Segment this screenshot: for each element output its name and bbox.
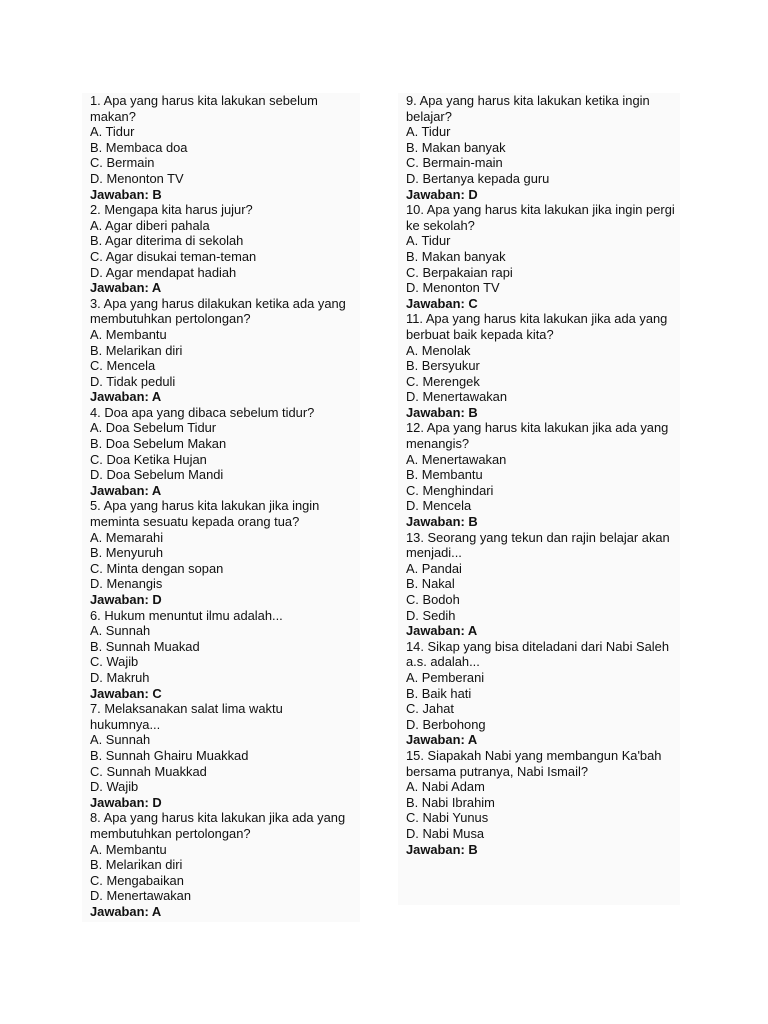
question-block <box>406 530 676 639</box>
answer-option: C. Agar disukai teman-teman <box>90 248 257 264</box>
answer-key: Jawaban: B <box>406 514 478 530</box>
answer-option: B. Sunnah Ghairu Muakkad <box>90 747 249 763</box>
answer-key: Jawaban: C <box>406 295 478 311</box>
answer-option: C. Bermain-main <box>406 155 503 171</box>
answer-key: Jawaban: A <box>406 732 478 748</box>
question-block <box>406 202 676 311</box>
answer-option: C. Minta dengan sopan <box>90 560 224 576</box>
question-text: 13. Seorang yang tekun dan rajin belajar akan menjadi... <box>406 529 670 561</box>
answer-option: B. Makan banyak <box>406 139 506 155</box>
question-text: 11. Apa yang harus kita lakukan jika ada yang berbuat baik kepada kita? <box>406 311 668 342</box>
answer-option: D. Menertawakan <box>406 389 508 405</box>
answer-option: C. Berpakaian rapi <box>406 264 513 280</box>
answer-option: A. Pandai <box>406 560 462 576</box>
answer-option: D. Menangis <box>90 576 163 592</box>
answer-option: C. Nabi Yunus <box>406 810 489 826</box>
answer-option: D. Nabi Musa <box>406 825 485 841</box>
answer-option: B. Bersyukur <box>406 358 480 374</box>
answer-option: D. Berbohong <box>406 716 486 732</box>
answer-option: D. Makruh <box>90 669 150 685</box>
question-block <box>406 420 676 529</box>
question-text: 14. Sikap yang bisa diteladani dari Nabi Saleh a.s. adalah... <box>406 638 669 670</box>
answer-option: B. Melarikan diri <box>90 342 183 358</box>
answer-option: B. Baik hati <box>406 685 472 701</box>
answer-key: Jawaban: D <box>90 592 162 607</box>
answer-key: Jawaban: A <box>406 623 478 639</box>
answer-option: A. Membantu <box>90 326 167 342</box>
question-text: 6. Hukum menuntut ilmu adalah... <box>90 607 283 623</box>
answer-option: B. Agar diterima di sekolah <box>90 233 244 249</box>
answer-option: C. Doa Ketika Hujan <box>90 451 207 467</box>
question-text: 15. Siapakah Nabi yang membangun Ka'bah bersama putranya, Nabi Ismail? <box>406 747 662 779</box>
answer-option: D. Menonton TV <box>90 170 184 186</box>
right-column-content <box>406 93 676 857</box>
question-block <box>90 296 356 405</box>
answer-option: A. Menertawakan <box>406 451 507 467</box>
answer-option: D. Mencela <box>406 498 472 514</box>
answer-option: B. Melarikan diri <box>90 857 183 873</box>
answer-option: C. Bermain <box>90 155 155 171</box>
answer-key: Jawaban: B <box>90 186 162 202</box>
answer-option: B. Membaca doa <box>90 139 188 155</box>
answer-key: Jawaban: A <box>90 280 162 296</box>
question-block <box>90 202 356 296</box>
answer-option: B. Nakal <box>406 576 455 592</box>
answer-option: D. Sedih <box>406 607 456 623</box>
answer-key: Jawaban: A <box>90 482 162 498</box>
answer-key: Jawaban: A <box>90 389 162 405</box>
answer-option: B. Sunnah Muakad <box>90 638 200 654</box>
question-text: 2. Mengapa kita harus jujur? <box>90 202 253 218</box>
question-block <box>90 498 356 607</box>
question-block <box>90 810 356 919</box>
answer-key: Jawaban: A <box>90 903 162 919</box>
answer-key: Jawaban: D <box>406 186 478 202</box>
question-text: 10. Apa yang harus kita lakukan jika ingin pergi ke sekolah? <box>406 202 675 233</box>
answer-option: D. Tidak peduli <box>90 373 176 389</box>
answer-option: D. Menonton TV <box>406 280 500 296</box>
answer-key: Jawaban: B <box>406 841 478 857</box>
answer-option: B. Doa Sebelum Makan <box>90 436 227 452</box>
answer-option: C. Wajib <box>90 654 139 670</box>
question-text: 7. Melaksanakan salat lima waktu hukumnya... <box>90 701 283 732</box>
question-text: 9. Apa yang harus kita lakukan ketika ingin belajar? <box>406 93 650 124</box>
question-text: 4. Doa apa yang dibaca sebelum tidur? <box>90 404 315 420</box>
answer-option: A. Menolak <box>406 342 471 358</box>
answer-option: C. Menghindari <box>406 482 494 498</box>
question-text: 5. Apa yang harus kita lakukan jika ingin meminta sesuatu kepada orang tua? <box>90 498 320 530</box>
answer-option: A. Pemberani <box>406 669 485 685</box>
question-block <box>90 701 356 810</box>
answer-option: C. Mencela <box>90 358 156 374</box>
answer-option: B. Nabi Ibrahim <box>406 794 495 810</box>
answer-option: A. Membantu <box>90 841 167 857</box>
answer-option: D. Menertawakan <box>90 888 192 904</box>
answer-option: C. Jahat <box>406 701 455 717</box>
answer-option: A. Doa Sebelum Tidur <box>90 420 217 436</box>
answer-option: A. Sunnah <box>90 623 151 639</box>
answer-option: A. Tidur <box>90 124 135 140</box>
answer-option: D. Doa Sebelum Mandi <box>90 467 224 483</box>
question-text: 8. Apa yang harus kita lakukan jika ada yang membutuhkan pertolongan? <box>90 810 346 841</box>
answer-key: Jawaban: C <box>90 685 162 701</box>
answer-option: B. Menyuruh <box>90 545 164 561</box>
answer-option: D. Wajib <box>90 779 139 795</box>
answer-option: C. Mengabaikan <box>90 872 184 888</box>
question-block <box>406 93 676 202</box>
answer-key: Jawaban: B <box>406 404 478 420</box>
answer-key: Jawaban: D <box>90 794 162 810</box>
question-text: 12. Apa yang harus kita lakukan jika ada yang menangis? <box>406 420 669 452</box>
left-column <box>82 93 360 922</box>
answer-option: D. Bertanya kepada guru <box>406 170 550 186</box>
question-block <box>90 93 356 202</box>
left-column-content <box>90 93 356 919</box>
question-block <box>90 608 356 702</box>
answer-option: B. Membantu <box>406 467 483 483</box>
question-block <box>406 748 676 857</box>
answer-option: A. Sunnah <box>90 732 151 748</box>
question-block <box>90 405 356 499</box>
answer-option: B. Makan banyak <box>406 248 506 264</box>
question-block <box>406 639 676 748</box>
answer-option: A. Tidur <box>406 124 451 140</box>
answer-option: A. Nabi Adam <box>406 779 485 795</box>
question-text: 3. Apa yang harus dilakukan ketika ada yang membutuhkan pertolongan? <box>90 295 346 327</box>
answer-option: D. Agar mendapat hadiah <box>90 264 237 280</box>
question-block <box>406 311 676 420</box>
right-column <box>398 93 680 905</box>
answer-option: C. Bodoh <box>406 592 460 607</box>
answer-option: C. Merengek <box>406 373 480 389</box>
answer-option: A. Tidur <box>406 233 451 249</box>
answer-option: A. Memarahi <box>90 529 164 545</box>
answer-option: C. Sunnah Muakkad <box>90 763 207 779</box>
question-text: 1. Apa yang harus kita lakukan sebelum makan? <box>90 93 318 124</box>
answer-option: A. Agar diberi pahala <box>90 217 210 233</box>
